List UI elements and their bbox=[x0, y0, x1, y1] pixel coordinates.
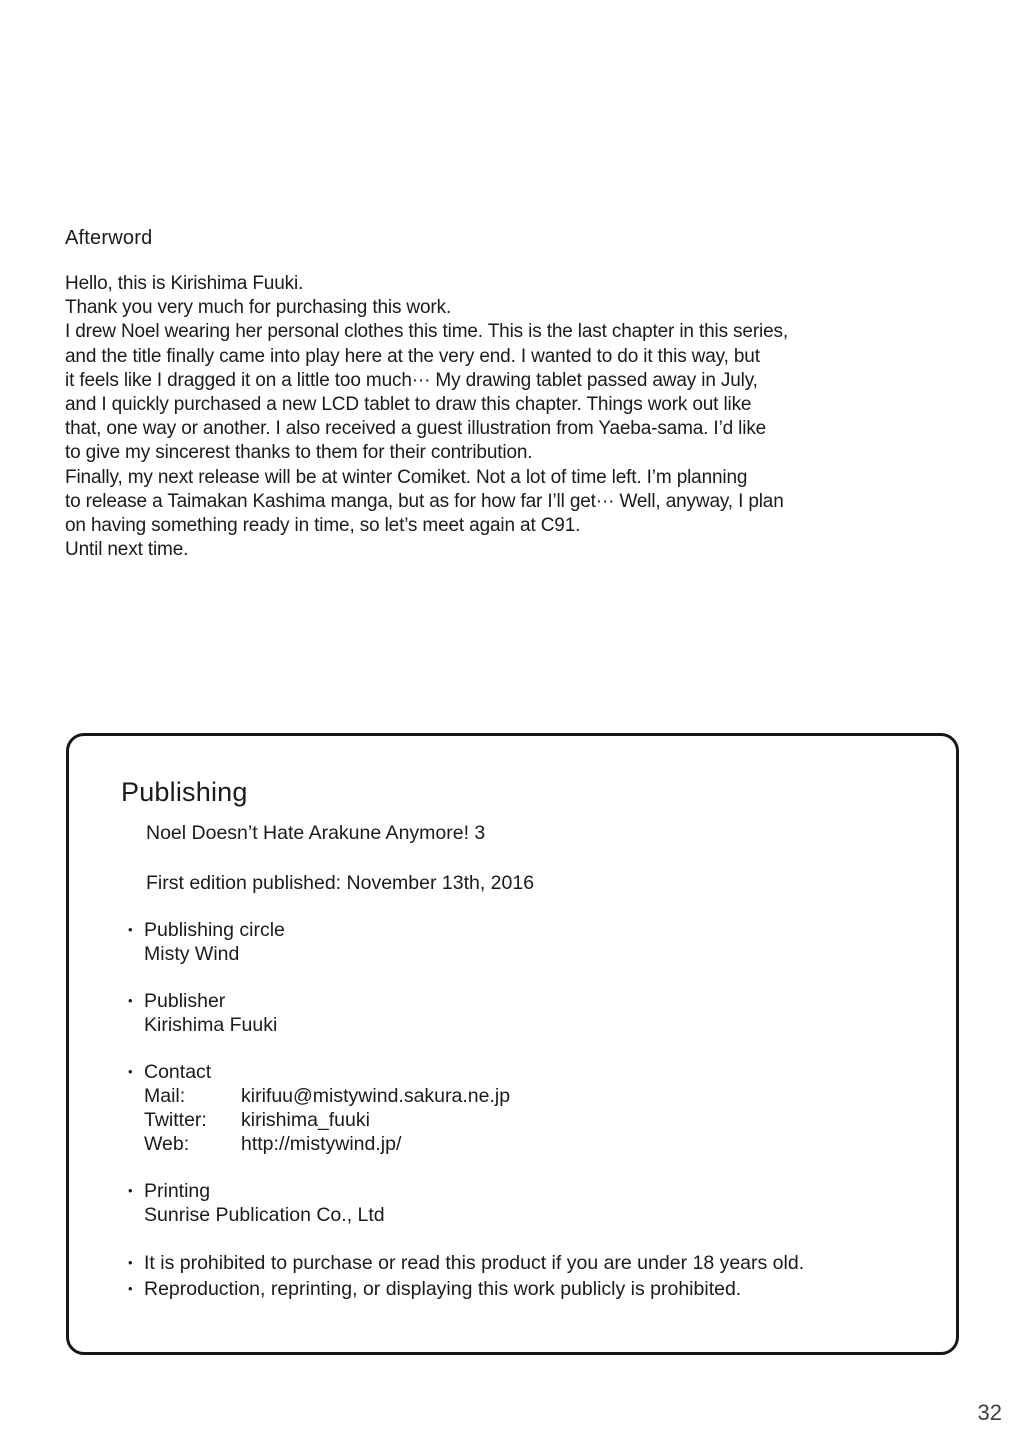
entry-label: Publisher bbox=[144, 990, 226, 1012]
edition-line: First edition published: November 13th, 2016 bbox=[146, 872, 535, 894]
entry-label-row bbox=[128, 1060, 956, 1084]
contact-key: Web: bbox=[144, 1133, 190, 1155]
afterword-line: and I quickly purchased a new LCD tablet to draw this chapter. Things work out like bbox=[65, 394, 752, 416]
contact-row bbox=[144, 1084, 956, 1108]
bullet-icon: • bbox=[128, 1255, 133, 1270]
page-number: 32 bbox=[977, 1400, 1002, 1425]
entry-label: Printing bbox=[144, 1180, 211, 1202]
publishing-heading: Publishing bbox=[121, 777, 248, 807]
bullet-icon: • bbox=[128, 922, 133, 937]
entry-printing bbox=[128, 1179, 956, 1227]
bullet-icon: • bbox=[128, 1064, 133, 1079]
afterword-line: Finally, my next release will be at winter Comiket. Not a lot of time left. I’m planning bbox=[65, 466, 748, 488]
notice-text: It is prohibited to purchase or read this product if you are under 18 years old. bbox=[144, 1252, 805, 1274]
afterword-line: Until next time. bbox=[65, 539, 189, 561]
contact-value: kirifuu@mistywind.sakura.ne.jp bbox=[241, 1085, 511, 1107]
entry-value: Misty Wind bbox=[144, 943, 240, 965]
notice-line bbox=[128, 1276, 956, 1302]
entry-publisher bbox=[128, 989, 956, 1037]
entry-value: Sunrise Publication Co., Ltd bbox=[144, 1204, 385, 1226]
afterword-body bbox=[65, 272, 980, 562]
book-title: Noel Doesn’t Hate Arakune Anymore! 3 bbox=[146, 822, 486, 844]
entry-label-row bbox=[128, 918, 956, 942]
entry-label: Publishing circle bbox=[144, 919, 285, 941]
contact-value: kirishima_fuuki bbox=[241, 1109, 370, 1131]
bullet-icon: • bbox=[128, 1183, 133, 1198]
notice-line bbox=[128, 1250, 956, 1276]
publishing-box bbox=[66, 733, 959, 1355]
notices bbox=[128, 1250, 956, 1302]
afterword-line: that, one way or another. I also received a guest illustration from Yaeba-sama. I’d like bbox=[65, 418, 767, 440]
contact-key: Twitter: bbox=[144, 1109, 207, 1131]
entry-contact bbox=[128, 1060, 956, 1156]
afterword-heading: Afterword bbox=[65, 227, 153, 249]
contact-value: http://mistywind.jp/ bbox=[241, 1133, 402, 1155]
contact-row bbox=[144, 1132, 956, 1156]
entry-label: Contact bbox=[144, 1061, 212, 1083]
contact-key: Mail: bbox=[144, 1085, 186, 1107]
notice-text: Reproduction, reprinting, or displaying this work publicly is prohibited. bbox=[144, 1278, 742, 1300]
entry-label-row bbox=[128, 989, 956, 1013]
afterword-line: Thank you very much for purchasing this work. bbox=[65, 297, 452, 319]
afterword-line: Hello, this is Kirishima Fuuki. bbox=[65, 273, 304, 294]
afterword-section bbox=[65, 226, 980, 562]
contact-row bbox=[144, 1108, 956, 1132]
afterword-line: to release a Taimakan Kashima manga, but as for how far I’ll get··· Well, anyway, I plan bbox=[65, 490, 784, 512]
entry-publishing-circle bbox=[128, 918, 956, 966]
afterword-line: to give my sincerest thanks to them for their contribution. bbox=[65, 442, 533, 464]
bullet-icon: • bbox=[128, 993, 133, 1008]
afterword-line: on having something ready in time, so let’s meet again at C91. bbox=[65, 515, 581, 537]
contact-rows bbox=[144, 1084, 956, 1156]
entry-value: Kirishima Fuuki bbox=[144, 1014, 278, 1036]
afterword-line: and the title finally came into play here at the very end. I wanted to do it this way, but bbox=[65, 345, 760, 367]
afterword-line: I drew Noel wearing her personal clothes this time. This is the last chapter in this series, bbox=[65, 321, 788, 343]
entry-label-row bbox=[128, 1179, 956, 1203]
afterword-line: it feels like I dragged it on a little too much··· My drawing tablet passed away in July, bbox=[65, 369, 758, 391]
bullet-icon: • bbox=[128, 1281, 133, 1296]
